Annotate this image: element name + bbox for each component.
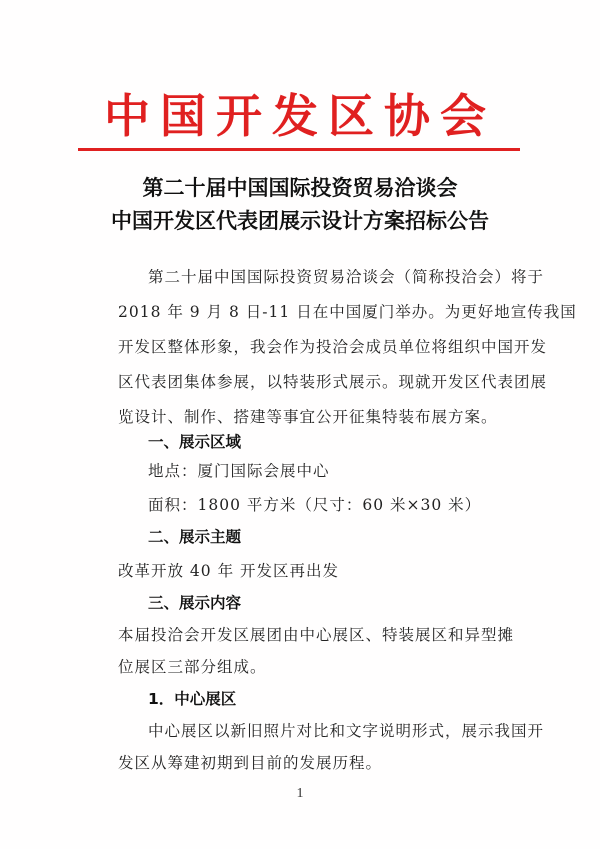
content-line-2: 位展区三部分组成。 [118, 658, 267, 676]
content-line-1: 本届投洽会开发区展团由中心展区、特装展区和异型摊 [118, 626, 515, 644]
intro-line-4: 区代表团集体参展，以特装形式展示。现就开发区代表团展 [118, 373, 548, 391]
theme-line: 改革开放 40 年 开发区再出发 [118, 562, 340, 580]
section-3-heading: 三、展示内容 [148, 594, 242, 612]
location-line: 地点：厦门国际会展中心 [148, 462, 330, 480]
area-line: 面积：1800 平方米（尺寸：60 米×30 米） [148, 496, 482, 514]
intro-line-3: 开发区整体形象，我会作为投洽会成员单位将组织中国开发 [118, 338, 548, 356]
section-1-heading: 一、展示区域 [148, 433, 242, 451]
page-number: 1 [296, 786, 304, 801]
subsection-1-line-1: 中心展区以新旧照片对比和文字说明形式，展示我国开 [148, 722, 545, 740]
document-title-line-2: 中国开发区代表团展示设计方案招标公告 [111, 209, 489, 233]
subsection-1-heading: 1．中心展区 [148, 690, 237, 708]
section-2-heading: 二、展示主题 [148, 528, 242, 546]
intro-line-1: 第二十届中国国际投资贸易洽谈会（简称投洽会）将于 [148, 268, 545, 286]
letterhead-divider [78, 148, 520, 151]
subsection-1-line-2: 发区从筹建初期到目前的发展历程。 [118, 754, 383, 772]
intro-line-2: 2018 年 9 月 8 日-11 日在中国厦门举办。为更好地宣传我国 [118, 303, 577, 321]
document-title-line-1: 第二十届中国国际投资贸易洽谈会 [142, 176, 458, 200]
intro-line-5: 览设计、制作、搭建等事宜公开征集特装布展方案。 [118, 408, 498, 426]
org-letterhead-title: 中国开发区协会 [104, 89, 496, 143]
